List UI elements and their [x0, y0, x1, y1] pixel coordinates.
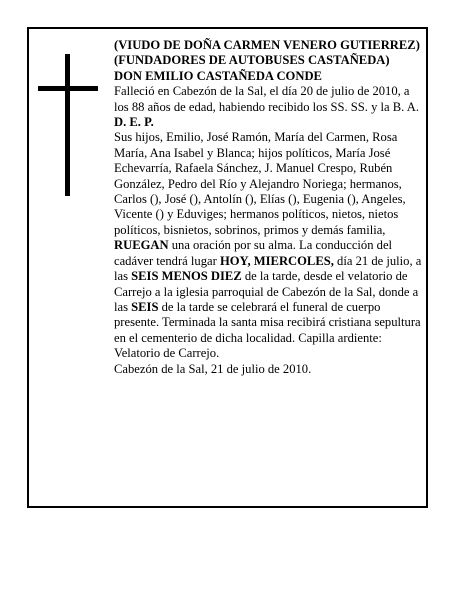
funeral-time: SEIS	[131, 299, 159, 314]
death-announcement: Falleció en Cabezón de la Sal, el día 20 de julio de 2010, a los 88 años de edad, habiendo recibido los SS. SS. y la B. A.	[114, 84, 420, 114]
cross-vertical-bar	[65, 54, 70, 196]
obituary-heading: (VIUDO DE DOÑA CARMEN VENERO GUTIERREZ) (FUNDADORES DE AUTOBUSES CASTAÑEDA)	[114, 38, 420, 68]
burial-text: de la tarde se celebrará el funeral de cuerpo presente. Terminada la santa misa recibirá cristiana sepultura en el cementerio de dicha localidad. Capilla ardiente: Velatorio de Carrejo.	[114, 299, 421, 361]
ruegan-text: una oración por su alma. La conducción del cadáver tendrá lugar	[114, 238, 393, 268]
ruegan-label: RUEGAN	[114, 238, 169, 253]
dep-label: D. E. P.	[114, 115, 154, 130]
day-label: HOY, MIERCOLES,	[219, 253, 334, 268]
departure-time: SEIS MENOS DIEZ	[131, 269, 242, 284]
ceremony-paragraph	[114, 238, 426, 361]
route-text: de la tarde, desde el velatorio de Carrejo a la iglesia parroquial de Cabezón de la Sal, donde a las	[114, 269, 419, 314]
obituary-text	[114, 38, 426, 377]
cross-horizontal-bar	[38, 86, 98, 91]
cross-icon	[38, 54, 98, 196]
deceased-name: DON EMILIO CASTAÑEDA CONDE	[114, 68, 322, 83]
place-and-date: Cabezón de la Sal, 21 de julio de 2010.	[114, 361, 312, 376]
family-list: Sus hijos, Emilio, José Ramón, María del Carmen, Rosa María, Ana Isabel y Blanca; hijos políticos, María José Echevarría, Rafaela Sánchez, J. Manuel Crespo, Rubén González, Pedro del Río y Alejandro Noriega; hermanos, Carlos (), José (), Antolín (), Elías (), Eugenia (), Angeles, Vicente () y Eduviges; hermanos políticos, nietos, nietos políticos, bisnietos, sobrinos, primos y demás familia,	[114, 130, 406, 237]
date-text: día 21 de julio, a las	[114, 253, 422, 284]
